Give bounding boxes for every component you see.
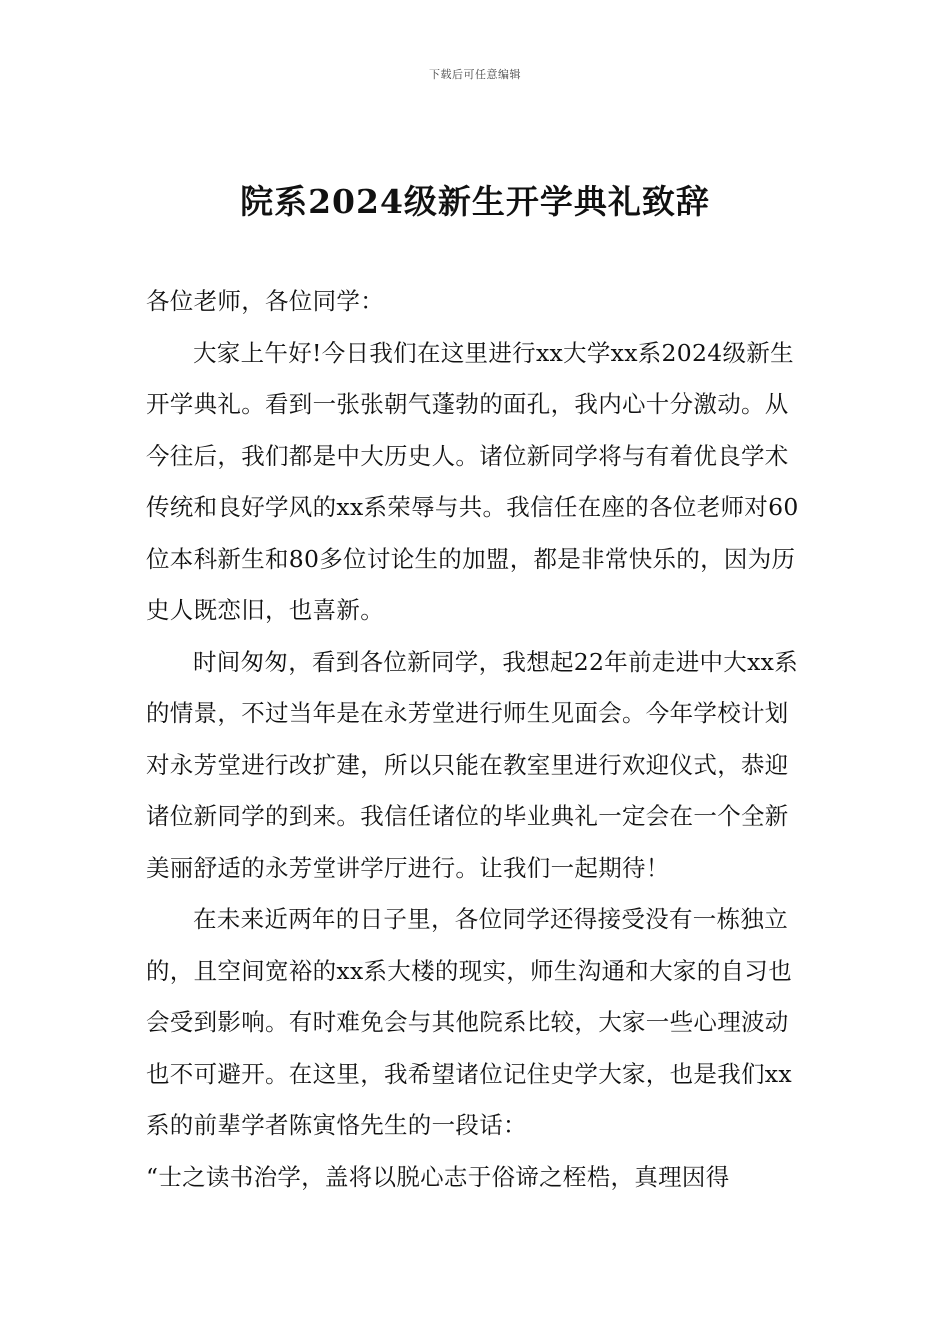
- document-title: 院系2024级新生开学典礼致辞: [240, 182, 710, 221]
- paragraph-1: 大家上午好!今日我们在这里进行xx大学xx系2024级新生开学典礼。看到一张张朝气蓬勃的面孔，我内心十分激动。从今往后，我们都是中大历史人。诸位新同学将与有着优良学术传统和良好学风的xx系荣辱与共。我信任在座的各位老师对60位本科新生和80多位讨论生的加盟，都是非常快乐的，因为历史人既恋旧，也喜新。: [146, 338, 799, 624]
- paragraph-3: 在未来近两年的日子里，各位同学还得接受没有一栋独立的，且空间宽裕的xx系大楼的现实，师生沟通和大家的自习也会受到影响。有时难免会与其他院系比较，大家一些心理波动也不可避开。在这里，我希望诸位记住史学大家，也是我们xx系的前辈学者陈寅恪先生的一段话：: [146, 905, 792, 1139]
- header-note: 下载后可任意编辑: [429, 68, 521, 81]
- quote-line: “士之读书治学，盖将以脱心志于俗谛之桎梏，真理因得: [146, 1162, 730, 1191]
- document-body: [146, 276, 808, 1203]
- paragraph-2: 时间匆匆，看到各位新同学，我想起22年前走进中大xx系的情景，不过当年是在永芳堂进行师生见面会。今年学校计划对永芳堂进行改扩建，所以只能在教室里进行欢迎仪式，恭迎诸位新同学的到来。我信任诸位的毕业典礼一定会在一个全新美丽舒适的永芳堂讲学厅进行。让我们一起期待！: [146, 647, 799, 882]
- salutation: 各位老师，各位同学：: [146, 287, 384, 315]
